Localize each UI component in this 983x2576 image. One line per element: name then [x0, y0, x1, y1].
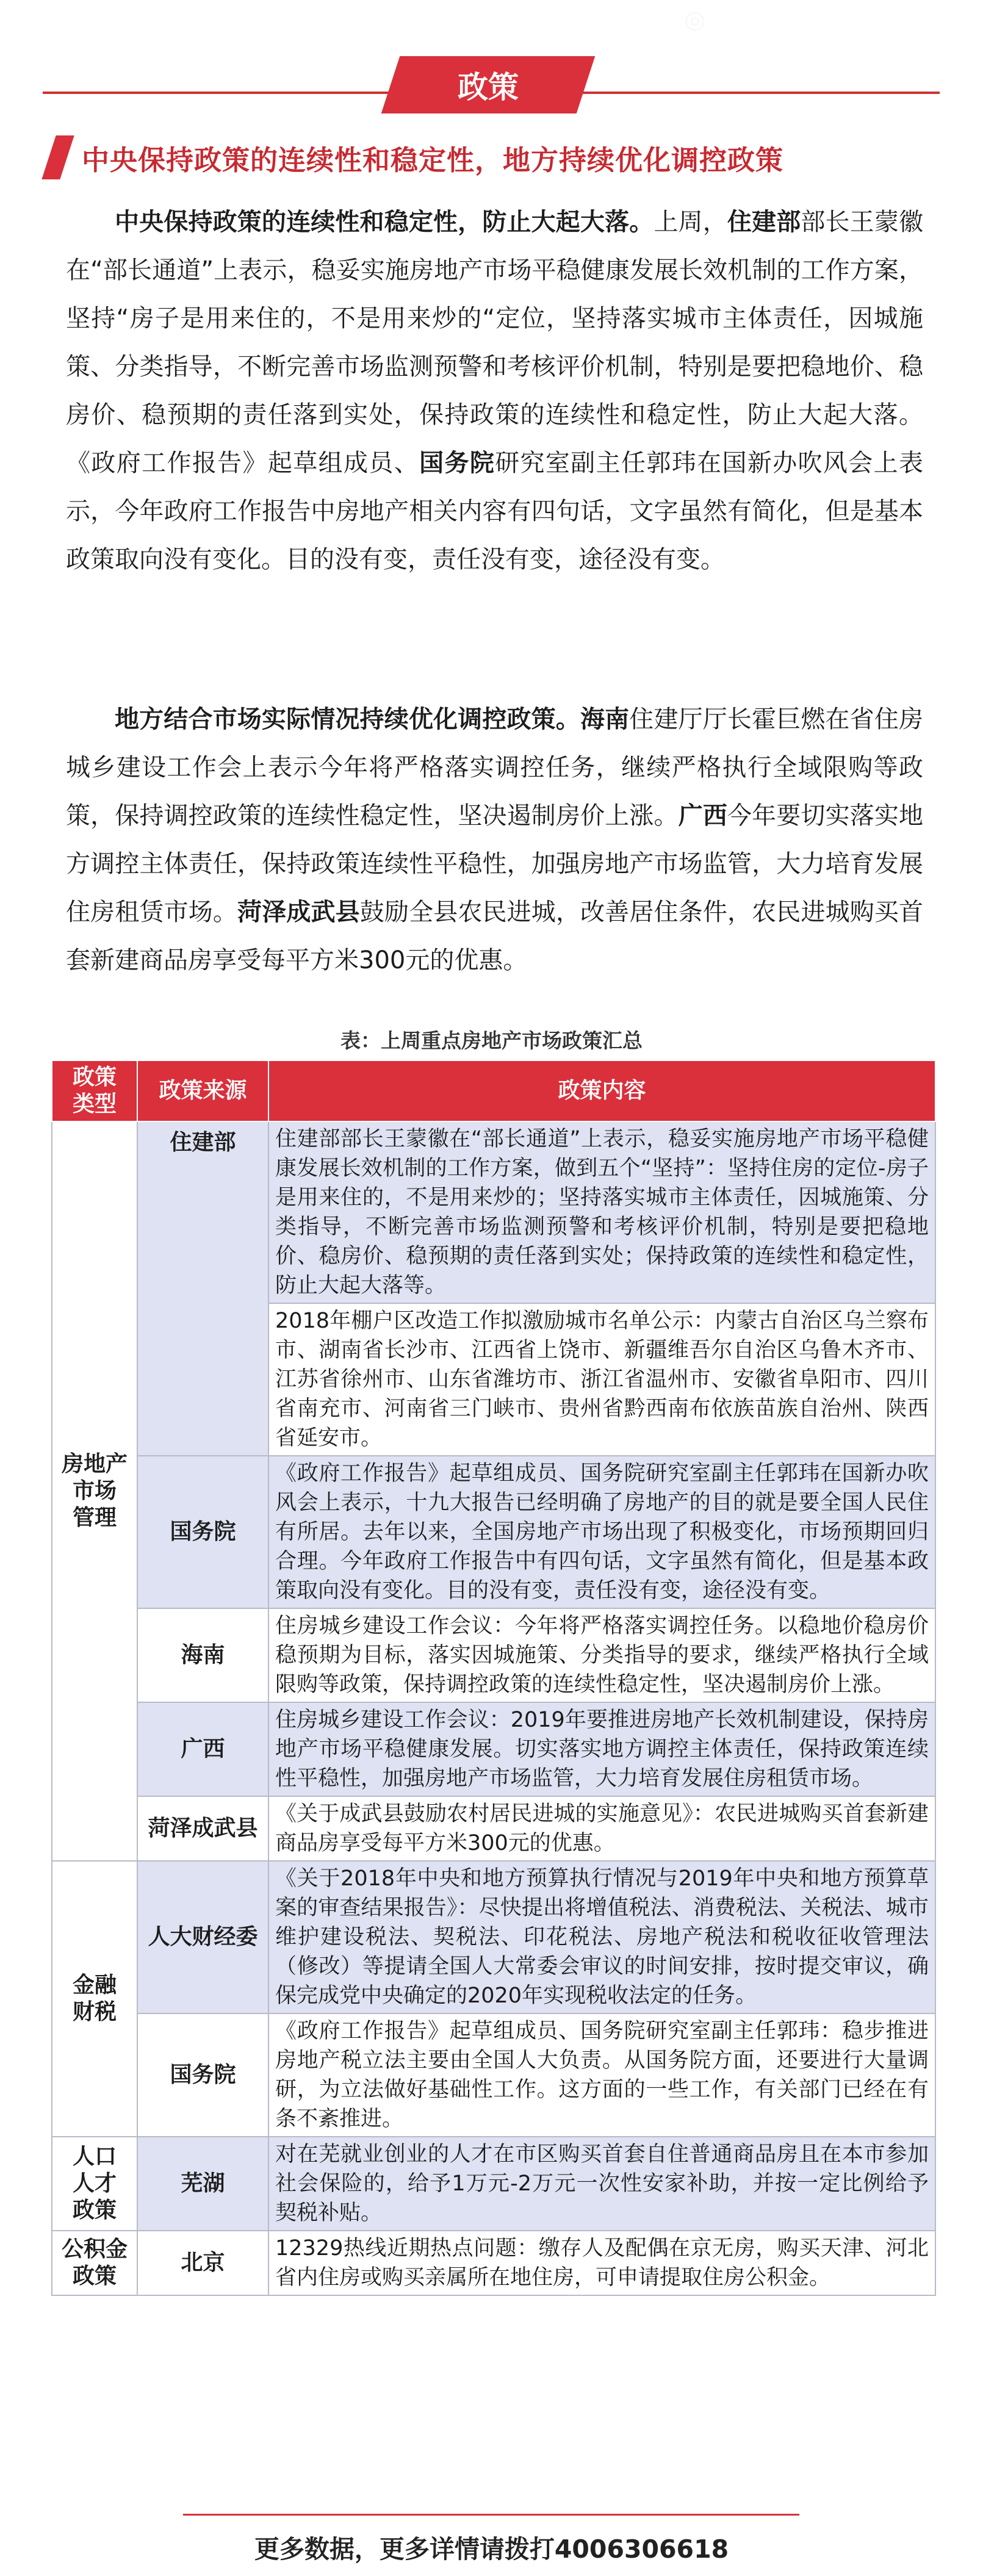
- footer-contact: 更多数据，更多详情请拨打4006306618: [254, 2535, 729, 2564]
- policy-source-cell: 菏泽成武县: [137, 1796, 268, 1861]
- policy-type-cell: 金融 财税: [52, 1861, 137, 2137]
- header-policy-type: 政策 类型: [52, 1060, 137, 1121]
- table-title: 表：上周重点房地产市场政策汇总: [340, 1029, 643, 1052]
- policy-source-cell: 北京: [137, 2231, 268, 2295]
- policy-source-cell: 国务院: [137, 2013, 268, 2137]
- para1-text-3: 研究室副主任郭玮在国新办吹风会上表示，今年政府工作报告中房地产相关内容有四句话，文字虽然有简化，但是基本政策取向没有变化。目的没有变，责任没有变，途径没有变。: [66, 449, 924, 574]
- policy-content-cell: 12329热线近期热点问题：缴存人及配偶在京无房，购买天津、河北省内住房或购买亲属所在地住房，可申请提取住房公积金。: [268, 2231, 935, 2295]
- policy-type-cell: 人口 人才 政策: [52, 2137, 137, 2231]
- para2-keyword-1: 海南: [580, 705, 630, 733]
- policy-source-cell: 住建部: [137, 1121, 268, 1456]
- policy-source-cell: 国务院: [137, 1456, 268, 1608]
- policy-content-cell: 住房城乡建设工作会议：今年将严格落实调控任务。以稳地价稳房价稳预期为目标，落实因城施策、分类指导的要求，继续严格执行全域限购等政策，保持调控政策的连续性稳定性，坚决遏制房价上涨。: [268, 1608, 935, 1702]
- policy-type-cell: 公积金 政策: [52, 2231, 137, 2295]
- section-title: 政策: [458, 70, 519, 105]
- para1-text-1: 上周，: [654, 208, 727, 236]
- policy-content-cell: 《关于2018年中央和地方预算执行情况与2019年中央和地方预算草案的审查结果报告》：尽快提出将增值税法、消费税法、关税法、城市维护建设税法、契税法、印花税法、房地产税法和税收征收管理法（修改）等提请全国人大常委会审议的时间安排，按时提交审议，确保完成党中央确定的2020年实现税收法定的任务。: [268, 1861, 935, 2013]
- banner-title: 中央保持政策的连续性和稳定性，地方持续优化调控政策: [82, 143, 784, 176]
- section-header: [0, 0, 983, 128]
- policy-content-cell: 住建部部长王蒙徽在“部长通道”上表示，稳妥实施房地产市场平稳健康发展长效机制的工作方案，做到五个“坚持”：坚持住房的定位-房子是用来住的，不是用来炒的；坚持落实城市主体责任，因城施策、分类指导，不断完善市场监测预警和考核评价机制，特别是要把稳地价、稳房价、稳预期的责任落到实处；保持政策的连续性和稳定性，防止大起大落等。: [268, 1121, 935, 1303]
- para2-keyword-2: 广西: [678, 802, 727, 830]
- policy-type-cell: 房地产 市场 管理: [52, 1121, 137, 1861]
- para1-keyword-1: 住建部: [727, 208, 801, 236]
- table-row: [52, 1608, 935, 1702]
- policy-content-cell: 《政府工作报告》起草组成员、国务院研究室副主任郭玮在国新办吹风会上表示，十九大报告已经明确了房地产的目的就是要全国人民住有所居。去年以来，全国房地产市场出现了积极变化，市场预期回归合理。今年政府工作报告中有四句话，文字虽然有简化，但是基本政策取向没有变化。目的没有变，责任没有变，途径没有变。: [268, 1456, 935, 1608]
- table-row: [52, 2137, 935, 2231]
- table-header-row: [52, 1060, 935, 1121]
- para1-text-2: 部长王蒙徽在“部长通道”上表示，稳妥实施房地产市场平稳健康发展长效机制的工作方案，坚持“房子是用来住的，不是用来炒的“定位，坚持落实城市主体责任，因城施策、分类指导，不断完善市场监测预警和考核评价机制，特别是要把稳地价、稳房价、稳预期的责任落到实处，保持政策的连续性和稳定性，防止大起大落。《政府工作报告》起草组成员、: [66, 208, 923, 477]
- policy-source-cell: 海南: [137, 1608, 268, 1702]
- table-row: [52, 2013, 935, 2137]
- policy-content-cell: 《政府工作报告》起草组成员、国务院研究室副主任郭玮：稳步推进房地产税立法主要由全国人大负责。从国务院方面，还要进行大量调研，为立法做好基础性工作。这方面的一些工作，有关部门已经在有条不紊推进。: [268, 2013, 935, 2137]
- para2-text-2: 今年要切实落实地方调控主体责任，保持政策连续性平稳性，加强房地产市场监管，大力培育发展住房租赁市场。: [66, 802, 924, 926]
- table-row: [52, 2231, 935, 2295]
- para1-lead: 中央保持政策的连续性和稳定性，防止大起大落。: [115, 208, 654, 236]
- header-policy-source: 政策来源: [137, 1060, 268, 1121]
- policy-content-cell: 住房城乡建设工作会议：2019年要推进房地产长效机制建设，保持房地产市场平稳健康发展。切实落实地方调控主体责任，保持政策连续性平稳性，加强房地产市场监管，大力培育发展住房租赁市场。: [268, 1702, 935, 1796]
- para1-keyword-2: 国务院: [419, 449, 495, 477]
- para2-text-1: 住建厅厅长霍巨燃在省住房城乡建设工作会上表示今年将严格落实调控任务，继续严格执行全域限购等政策，保持调控政策的连续性稳定性，坚决遏制房价上涨。: [66, 705, 923, 830]
- table-row: [52, 1456, 935, 1608]
- para2-text-3: 鼓励全县农民进城，改善居住条件，农民进城购买首套新建商品房享受每平方米300元的优惠。: [66, 898, 924, 974]
- table-row: [52, 1861, 935, 2013]
- watermark: ◎: [677, 2, 711, 38]
- policy-content-cell: 《关于成武县鼓励农村居民进城的实施意见》：农民进城购买首套新建商品房享受每平方米300元的优惠。: [268, 1796, 935, 1861]
- header-policy-content: 政策内容: [268, 1060, 935, 1121]
- policy-content-cell: 对在芜就业创业的人才在市区购买首套自住普通商品房且在本市参加社会保险的，给予1万元-2万元一次性安家补助，并按一定比例给予契税补贴。: [268, 2137, 935, 2231]
- footer-divider: [183, 2514, 799, 2516]
- para2-lead: 地方结合市场实际情况持续优化调控政策。: [115, 705, 580, 733]
- policy-content-cell: 2018年棚户区改造工作拟激励城市名单公示：内蒙古自治区乌兰察布市、湖南省长沙市、江西省上饶市、新疆维吾尔自治区乌鲁木齐市、江苏省徐州市、山东省潍坊市、浙江省温州市、安徽省阜阳市、四川省南充市、河南省三门峡市、贵州省黔西南布依族苗族自治州、陕西省延安市。: [268, 1303, 935, 1456]
- table-row: [52, 1121, 935, 1303]
- banner-accent-bar: [41, 135, 74, 179]
- table-row: [52, 1796, 935, 1861]
- table-body: [52, 1121, 935, 2295]
- policy-summary-table: [51, 1060, 936, 2296]
- paragraph-local-policy: [66, 696, 923, 985]
- para2-keyword-3: 菏泽成武县: [237, 898, 360, 926]
- banner: [49, 133, 934, 182]
- table-row: [52, 1702, 935, 1796]
- section-badge: [381, 56, 596, 113]
- paragraph-central-policy: [66, 198, 923, 584]
- policy-source-cell: 广西: [137, 1702, 268, 1796]
- policy-source-cell: 芜湖: [137, 2137, 268, 2231]
- policy-source-cell: 人大财经委: [137, 1861, 268, 2013]
